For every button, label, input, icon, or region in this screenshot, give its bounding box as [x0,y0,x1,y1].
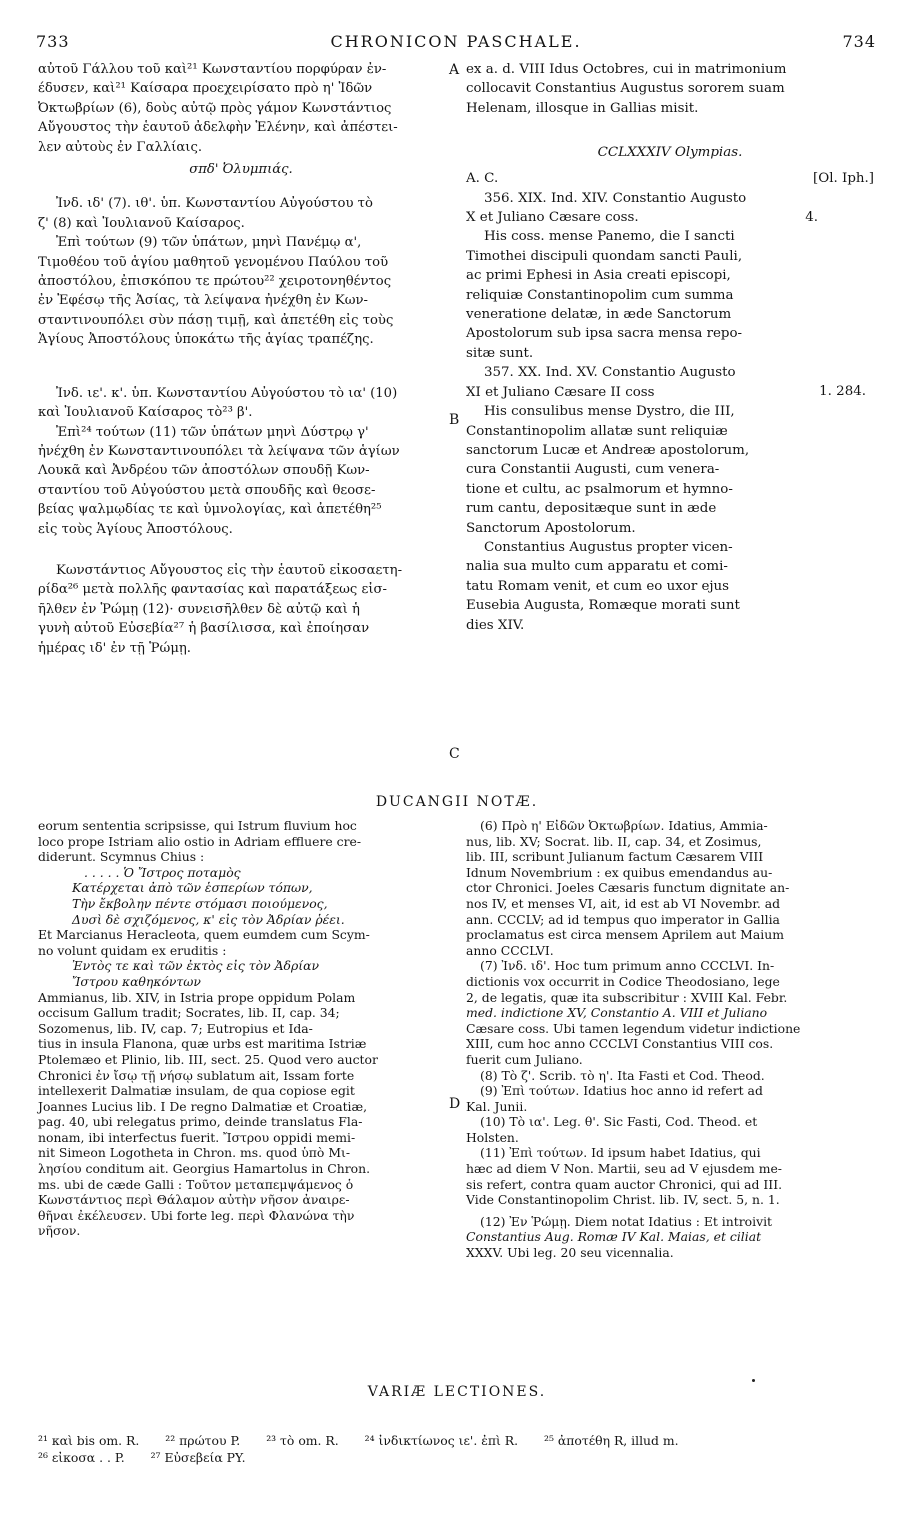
note-11: (11) Ἐπὶ τούτων. Id ipsum habet Idatius, qui hæc ad diem V Non. Martii, seu ad V ejusdem me- sis refert, contra quam auctor Chronici, qui ad III. Vide Constantinopolim Christ. lib. IV, sect. 5, n. 1. [466,1145,783,1208]
page-number-right: 734 [842,32,876,51]
notes-right-column [466,818,874,1261]
notes-left-column: eorum sententia scripsisse, qui Istrum fluvium hoc loco prope Istriam alio ostio in Adriam effluere cre- diderunt. Scymnus Chius : . . . . . Ὁ Ἴστρος ποταμὸς Κατέρχεται ἀπὸ τῶν ἑσπερίων τόπων, Τὴν ἔκβολην πέντε στόμασι ποιούμενος, Δυσὶ δὲ σχιζόμενος, κ' εἰς τὸν Ἀδρίαν ῥέει. Et Marcianus Heracleota, quem eumdem cum Scym- no volunt quidam ex eruditis : Ἐντὸς τε καὶ τῶν ἐκτὸς εἰς τὸν Ἀδρίαν Ἴστρου καθηκόντων Ammianus, lib. XIV, in Istria prope oppidum Polam occisum Gallum tradit; Socrates, lib. II, cap. 34; Sozomenus, lib. IV, cap. 7; Eutropius et Ida- tius in insula Flanona, quæ urbs est maritima Istriæ Ptolemæo et Plinio, lib. III, sect. 25. Quod vero auctor Chronici ἐν ἴσῳ τῇ νήσῳ sublatum ait, Issam forte intellexerit Dalmatiæ insulam, de qua copiose egit Joannes Lucius lib. I De regno Dalmatiæ et Croatiæ, pag. 40, ubi relegatus primo, deinde translatus Fla- nonam, ibi interfectus fuerit. Ἴστρου oppidi memi- nit Simeon Logotheta in Chron. ms. quod ὑπὸ Μι- λησίου conditum ait. Georgius Hamartolus in Chron. ms. ubi de cæde Galli : Τοῦτον μεταπεμψάμενος ὁ Κωνστάντιος περὶ Θάλαμον αὐτὴν νῆσον ἀναιρε- θῆναι ἐκέλευσεν. Ubi forte leg. περὶ Φλανώνα τὴν νῆσον. [38,818,446,1239]
margin-letter-b: B [449,412,460,428]
greek-paragraph-5: Ἐπὶ²⁴ τούτων (11) τῶν ὑπάτων μηνὶ Δύστρῳ γ' ἠνέχθη ἐν Κωνσταντινουπόλει τὰ λείψανα τῶν ἁγίων Λουκᾶ καὶ Ἀνδρέου τῶν ἀποστόλων σπουδῇ Κων- σταντίου τοῦ Αὐγούστου μετὰ σπουδῆς καὶ θεοσε- βείας ψαλμῳδίας τε καὶ ὑμνολογίας, καὶ ἀπετέθη²⁵ εἰς τοὺς Ἁγίους Ἀποστόλους. [38,424,400,537]
note-7: (7) Ἰνδ. ιδ'. Hoc tum primum anno CCCLVI. In- dictionis vox occurrit in Codice Theodosiano, lege 2, de legatis, quæ ita subscribitur : XVIII Kal. Febr. med. indictione XV, Constantio A. VIII et Juliano Cæsare coss. Ubi tamen legendum videtur indictione XIII, cum hoc anno CCCLVI Constantius VIII cos. fuerit cum Juliano. [466,958,801,1067]
era-header: A. C. [Ol. Iph.] [466,170,874,186]
latin-paragraph-1: ex a. d. VIII Idus Octobres, cui in matrimonium collocavit Constantius Augustus sororem suam Helenam, illosque in Gallias misit. [466,62,787,116]
variae-lectiones [38,1432,888,1466]
greek-paragraph-2: Ἰνδ. ιδ' (7). ιθ'. ὑπ. Κωνσταντίου Αὐγούστου τὸ ζ' (8) καὶ Ἰουλιανοῦ Καίσαρος. [38,196,373,231]
note-10: (10) Τὸ ια'. Leg. θ'. Sic Fasti, Cod. Theod. et Holsten. [466,1114,758,1145]
variae-row-2: ²⁶ εἰκοσα . . P. ²⁷ Εὐσεβεία PY. [38,1450,246,1465]
note-8: (8) Τὸ ζ'. Scrib. τὸ η'. Ita Fasti et Cod. Theod. [480,1067,765,1083]
latin-olympiad-heading: CCLXXXIV Olympias. [597,145,743,161]
variae-row-1: ²¹ καὶ bis om. R. ²² πρώτου P. ²³ τὸ om. R. ²⁴ ἰνδικτίωνος ιε'. ἐπὶ R. ²⁵ ἀποτέθη R, illud m. [38,1433,679,1448]
note-9: (9) Ἐπὶ τούτων. Idatius hoc anno id refert ad Kal. Junii. [466,1083,763,1114]
greek-column [38,60,444,658]
latin-paragraph-4: Constantius Augustus propter vicen- nalia sua multo cum apparatu et comi- tatu Romam venit, et cum eo uxor ejus Eusebia Augusta, Romæque morati sunt dies XIV. [466,539,740,633]
latin-year-356: 356. XIX. Ind. XIV. Constantio Augusto X et Juliano Cæsare coss. 4. [466,190,818,226]
margin-letter-d: D [449,1096,461,1112]
greek-olympiad-heading: σπδ' Ὀλυμπιάς. [189,162,293,178]
latin-paragraph-3: His consulibus mense Dystro, die III, Constantinopolim allatæ sunt reliquiæ sanctorum Lucæ et Andreæ apostolorum, cura Constantii Augusti, cum venera- tione et cultu, ac psalmorum et hymno- rum cantu, depositæque sunt in æde Sanctorum Apostolorum. [466,404,750,536]
latin-paragraph-2: His coss. mense Panemo, die I sancti Timothei discipuli quondam sancti Pauli, ac primi Ephesi in Asia creati episcopi, reliquiæ Constantinopolim cum summa veneratione delatæ, in æde Sanctorum Apostolorum sub ipsa sacra mensa repo- sitæ sunt. [466,229,743,361]
note-6: (6) Πρὸ η' Εἰδῶν Ὀκτωβρίων. Idatius, Ammia- nus, lib. XV; Socrat. lib. II, cap. 34, et Zosimus, lib. III, scribunt Julianum factum Cæsarem VIII Idnum Novembrium : ex quibus emendandus au- ctor Chronici. Joeles Cæsaris functum dignitate an- nos IV, et menses VI, ait, id est ab VI Novembr. ad ann. CCCLV; ad id tempus quo imperator in Gallia proclamatus est circa mensem Aprilem aut Maium anno CCCLVI. [466,818,790,958]
page-title: CHRONICON PASCHALE. [330,32,582,51]
greek-paragraph-6: Κωνστάντιος Αὔγουστος εἰς τὴν ἑαυτοῦ εἰκοσαετη- ρίδα²⁶ μετὰ πολλῆς φαντασίας καὶ παρατάξεως εἰσ- ῆλθεν ἐν Ῥώμῃ (12)· συνεισῆλθεν δὲ αὐτῷ καὶ ἡ γυνὴ αὐτοῦ Εὐσεβία²⁷ ἡ βασίλισσα, καὶ ἐποίησαν ἡμέρας ιδ' ἐν τῇ Ῥώμῃ. [38,562,403,656]
running-header [36,32,876,56]
verse-marcianus: Ἐντὸς τε καὶ τῶν ἐκτὸς εἰς τὸν Ἀδρίαν Ἴστρου καθηκόντων [72,958,320,989]
greek-paragraph-3: Ἐπὶ τούτων (9) τῶν ὑπάτων, μηνὶ Πανέμῳ α', Τιμοθέου τοῦ ἁγίου μαθητοῦ γενομένου Παύλου τοῦ ἀποστόλου, ἐπισκόπου τε πρώτου²² χειροτονηθέντος ἐν Ἐφέσῳ τῆς Ἀσίας, τὰ λείψανα ἠνέχθη ἐν Κων- σταντινουπόλει σὺν πάσῃ τιμῇ, καὶ ἀπετέθη εἰς τοὺς Ἁγίους Ἀποστόλους ὑποκάτω τῆς ἁγίας τραπέζης. [38,235,394,348]
latin-column [466,60,874,635]
margin-letter-c: C [449,746,460,762]
variae-heading: VARIÆ LECTIONES. [367,1384,547,1400]
verse-scymnus: . . . . . Ὁ Ἴστρος ποταμὸς Κατέρχεται ἀπὸ τῶν ἑσπερίων τόπων, Τὴν ἔκβολην πέντε στόμασι ποιούμενος, Δυσὶ δὲ σχιζόμενος, κ' εἰς τὸν Ἀδρίαν ῥέει. [72,864,345,927]
page-number-left: 733 [36,32,70,51]
latin-year-357: 357. XX. Ind. XV. Constantio Augusto XI et Juliano Cæsare II coss 1. 284. [466,365,866,400]
greek-paragraph-1: αὐτοῦ Γάλλου τοῦ καὶ²¹ Κωνσταντίου πορφύραν ἐν- έδυσεν, καὶ²¹ Καίσαρα προεχειρίσατο πρὸ η' Ἰδῶν Ὀκτωβρίων (6), δοὺς αὐτῷ πρὸς γάμον Κωνστάντιος Αὔγουστος τὴν ἑαυτοῦ ἀδελφὴν Ἑλένην, καὶ ἀπέστει- λεν αὐτοὺς ἐν Γαλλίαις. [38,62,398,155]
greek-paragraph-4: Ἰνδ. ιε'. κ'. ὑπ. Κωνσταντίου Αὐγούστου τὸ ια' (10) καὶ Ἰουλιανοῦ Καίσαρος τὸ²³ β'. [38,385,398,421]
note-12: (12) Ἐν Ῥώμῃ. Diem notat Idatius : Et introivit Constantius Aug. Romæ IV Kal. Maias, et ciliat XXXV. Ubi leg. 20 seu vicennalia. [466,1213,773,1261]
stray-dot [752,1379,755,1382]
notes-heading: DUCANGII NOTÆ. [375,794,539,810]
margin-letter-a: A [449,62,460,78]
